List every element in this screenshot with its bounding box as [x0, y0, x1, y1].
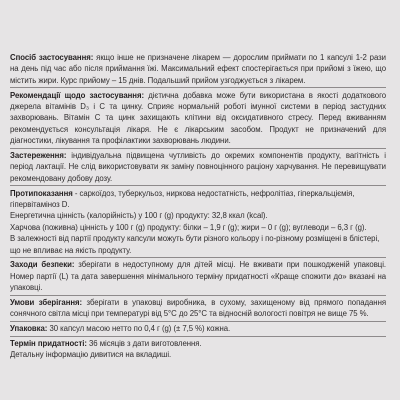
energy-value-line: Енергетична цінність (калорійність) у 100 г (g) продукту: 32,8 ккал (kcal).: [10, 211, 268, 221]
storage-section: [10, 297, 386, 320]
usage-section: [10, 52, 386, 86]
shelf-life-section: [10, 338, 386, 349]
packaging-heading: Упаковка:: [10, 324, 48, 334]
divider: [10, 148, 386, 149]
divider: [10, 336, 386, 337]
shelf-life-body: 36 місяців з дати виготовлення.: [86, 338, 202, 348]
label-text-panel: [10, 52, 386, 361]
recommendations-heading: Рекомендації щодо застосування:: [10, 90, 144, 100]
packaging-body: 30 капсул масою нетто по 0,4 г (g) (± 7,5 %) кожна.: [47, 324, 231, 334]
safety-body: зберігати в недоступному для дітей місці. Не вживати при пошкодженій упаковці. Номер партії (L) та дата завершення мінімального терміну придатності «Краще спожити до» вказані на упаковці.: [10, 260, 387, 293]
warnings-heading: Застереження:: [10, 151, 67, 160]
contraindications-heading: Протипоказання: [10, 188, 73, 198]
contraindications-body: - саркоїдоз, туберкульоз, ниркова недостатність, нефролітіаз, гіперкальціємія, гіпервітаміноз D.: [10, 188, 355, 209]
usage-body: якщо інше не призначене лікарем — дорослим приймати по 1 капсулі 1-2 рази на день під час або після приймання їжі. Максимальний ефект спостерігається при прийомі з їжею, що містить жири. Курс прийому – 15 днів. Подальший прийом узгоджується з лікарем.: [10, 53, 386, 85]
warnings-section: [10, 150, 386, 184]
divider: [10, 87, 386, 88]
contraindications-section: [10, 188, 386, 211]
safety-section: [10, 259, 386, 293]
shelf-life-heading: Термін придатності:: [10, 338, 87, 348]
leaflet-note: Детальну інформацію дивитися на вкладиші.: [10, 350, 172, 360]
nutrition-value-line: Харчова (поживна) цінність у 100 г (g) продукту: білки – 1,9 г (g); жири – 0 г (g); вуглеводи – 6,3 г (g).: [10, 222, 367, 232]
divider: [10, 321, 386, 322]
packaging-section: [10, 323, 386, 334]
safety-heading: Заходи безпеки:: [10, 260, 75, 270]
usage-heading: Спосіб застосування:: [10, 53, 94, 62]
storage-body: зберігати в упаковці виробника, в сухому, захищеному від прямого попадання сонячного світла місці при температурі від 5°С до 25°С та відносній вологості повітря не вище 75 %.: [10, 298, 386, 319]
recommendations-section: [10, 90, 386, 147]
divider: [10, 185, 386, 186]
storage-heading: Умови зберігання:: [10, 298, 83, 307]
warnings-body: індивідуальна підвищена чутливість до окремих компонентів продукту, вагітність і період лактації. Не слід використовувати як заміну повноцінного раціону харчування. Не перевищувати рекомендовану добову дозу.: [10, 151, 386, 183]
divider: [10, 295, 386, 296]
divider: [10, 257, 386, 258]
recommendations-body: дієтична добавка може бути використана в якості додаткового джерела вітамінів D₃ і C та цинку. Сприяє нормальній роботі імунної системи в період застудних захворювань. Вітамін С та цинк захищають клітини від оксидативного стресу. Перед вживанням рекомендується консультація лікаря. Не є лікарським засобом. Продукт не призначений для діагностики, лікування та профілактики захворювань людини.: [10, 90, 386, 146]
capsule-color-note: В залежності від партії продукту капсули можуть бути різного кольору і по-різному розміщені в блістері, що не впливає на якість продукту.: [10, 234, 380, 255]
